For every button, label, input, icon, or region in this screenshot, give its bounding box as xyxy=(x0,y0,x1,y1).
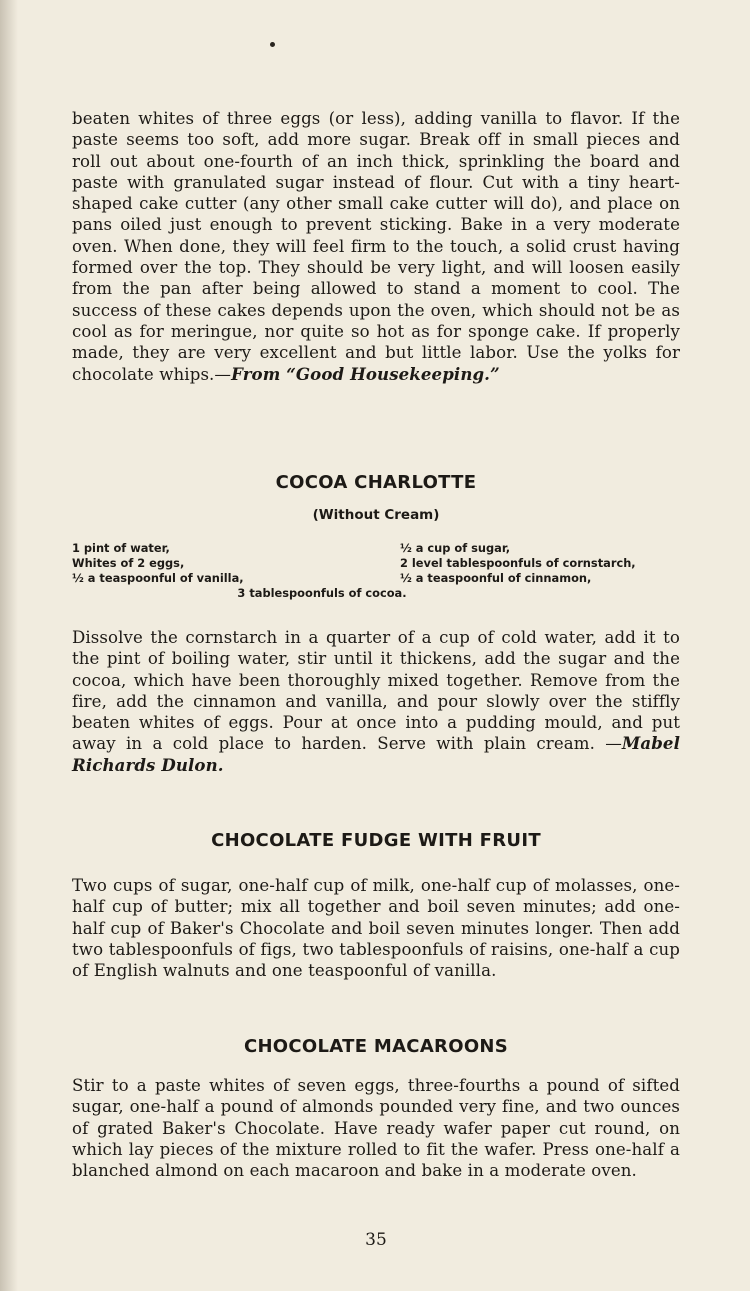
ingredient-row xyxy=(72,541,682,556)
fudge-title: CHOCOLATE FUDGE WITH FRUIT xyxy=(211,830,541,851)
ingredient-row xyxy=(72,556,682,571)
ingredient-item: Whites of 2 eggs, xyxy=(72,556,185,570)
cocoa-charlotte-credit: Mabel Richards Dulon. xyxy=(72,733,680,775)
ingredient-item: ½ a cup of sugar, xyxy=(400,541,511,555)
ink-dot xyxy=(270,42,275,47)
cocoa-charlotte-paragraph xyxy=(72,627,680,776)
ingredient-list xyxy=(72,541,682,601)
ingredient-item: ½ a teaspoonful of cinnamon, xyxy=(400,571,592,585)
intro-text: beaten whites of three eggs (or less), adding vanilla to flavor. If the paste seems too soft, add more sugar. Break off in small pieces and roll out about one-fourth of an inch thick, sprinkling the board and paste with granulated sugar instead of flour. Cut with a tiny heart-shaped cake cutter (any other small cake cutter will do), and place on pans oiled just enough to prevent sticking. Bake in a very moderate oven. When done, they will feel firm to the touch, a solid crust having formed over the top. They should be very light, and will loosen easily from the pan after being allowed to stand a moment to cool. The success of these cakes depends upon the oven, which should not be as cool as for meringue, nor quite so hot as for sponge cake. If properly made, they are very excellent and but little labor. Use the yolks for chocolate whips.— xyxy=(72,109,680,384)
macaroons-paragraph: Stir to a paste whites of seven eggs, three-fourths a pound of sifted sugar, one-half a pound of almonds pounded very fine, and two ounces of grated Baker's Chocolate. Have ready wafer paper cut round, on which lay pieces of the mixture rolled to fit the wafer. Press one-half a blanched almond on each macaroon and bake in a moderate oven. xyxy=(72,1076,680,1181)
fudge-paragraph: Two cups of sugar, one-half cup of milk, one-half cup of molasses, one-half cup of butter; mix all together and boil seven minutes; add one-half cup of Baker's Chocolate and boil seven minutes longer. Then add two tablespoonfuls of figs, two tablespoonfuls of raisins, one-half a cup of English walnuts and one teaspoonful of vanilla. xyxy=(72,876,680,981)
intro-paragraph xyxy=(72,108,680,385)
intro-credit: From “Good Housekeeping.” xyxy=(231,363,500,384)
ingredient-item: 2 level tablespoonfuls of cornstarch, xyxy=(400,556,636,570)
macaroons-title: CHOCOLATE MACAROONS xyxy=(243,1036,509,1057)
cocoa-charlotte-text: Dissolve the cornstarch in a quarter of a cup of cold water, add it to the pint of boiling water, stir until it thickens, add the sugar and the cocoa, which have been thoroughly mixed together. Remove from the fire, add the cinnamon and vanilla, and pour slowly over the stiffly beaten whites of eggs. Pour at once into a pudding mould, and put away in a cold place to harden. Serve with plain cream. — xyxy=(72,628,680,754)
ingredient-item: ½ a teaspoonful of vanilla, xyxy=(72,571,244,585)
cocoa-charlotte-title: COCOA CHARLOTTE xyxy=(275,472,477,493)
page-gutter-shadow xyxy=(0,0,18,1291)
ingredient-item: 3 tablespoonfuls of cocoa. xyxy=(237,586,407,600)
ingredient-item: 1 pint of water, xyxy=(72,541,170,555)
ingredient-row xyxy=(72,571,682,586)
cocoa-charlotte-subtitle: (Without Cream) xyxy=(312,507,440,523)
page-number: 35 xyxy=(365,1230,387,1250)
